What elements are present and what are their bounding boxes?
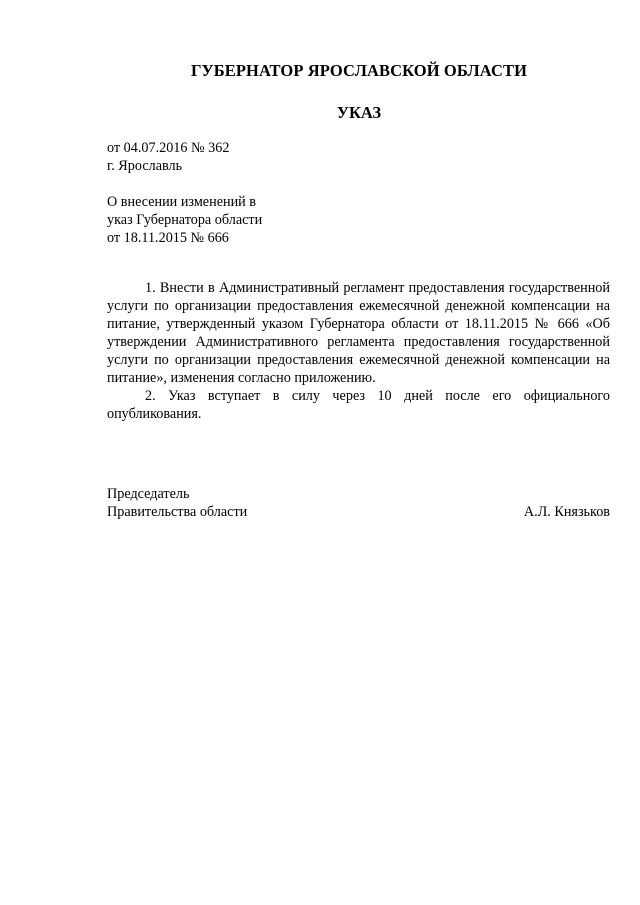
city: г. Ярославль [107,158,183,174]
document-body [107,279,610,423]
body-paragraph-2: 2. Указ вступает в силу через 10 дней после его официального опубликования. [107,388,610,422]
document-type: УКАЗ [336,103,382,122]
issuer-title: ГУБЕРНАТОР ЯРОСЛАВСКОЙ ОБЛАСТИ [190,61,528,80]
subject-line: О внесении изменений в [107,194,257,210]
signer-name: А.Л. Князьков [523,504,610,520]
document-meta [107,139,229,175]
signature-row [107,503,610,521]
date-number: от 04.07.2016 № 362 [107,140,230,156]
signer-position-line2: Правительства области [107,504,248,520]
body-paragraph-1: 1. Внести в Административный регламент предоставления государственной услуги по организации предоставления ежемесячной денежной компенсации на питание, утвержденный указом Губернатора области от 18.11.2015 № 666 «Об утверждении Административного регламента предоставления государственной услуги по организации предоставления ежемесячной денежной компенсации на питание», изменения согласно приложению. [107,280,610,386]
signature-block [107,485,610,521]
subject-line: указ Губернатора области [107,212,263,228]
signer-position-line1: Председатель [107,486,190,502]
document-subject [107,193,262,247]
subject-line: от 18.11.2015 № 666 [107,230,229,246]
